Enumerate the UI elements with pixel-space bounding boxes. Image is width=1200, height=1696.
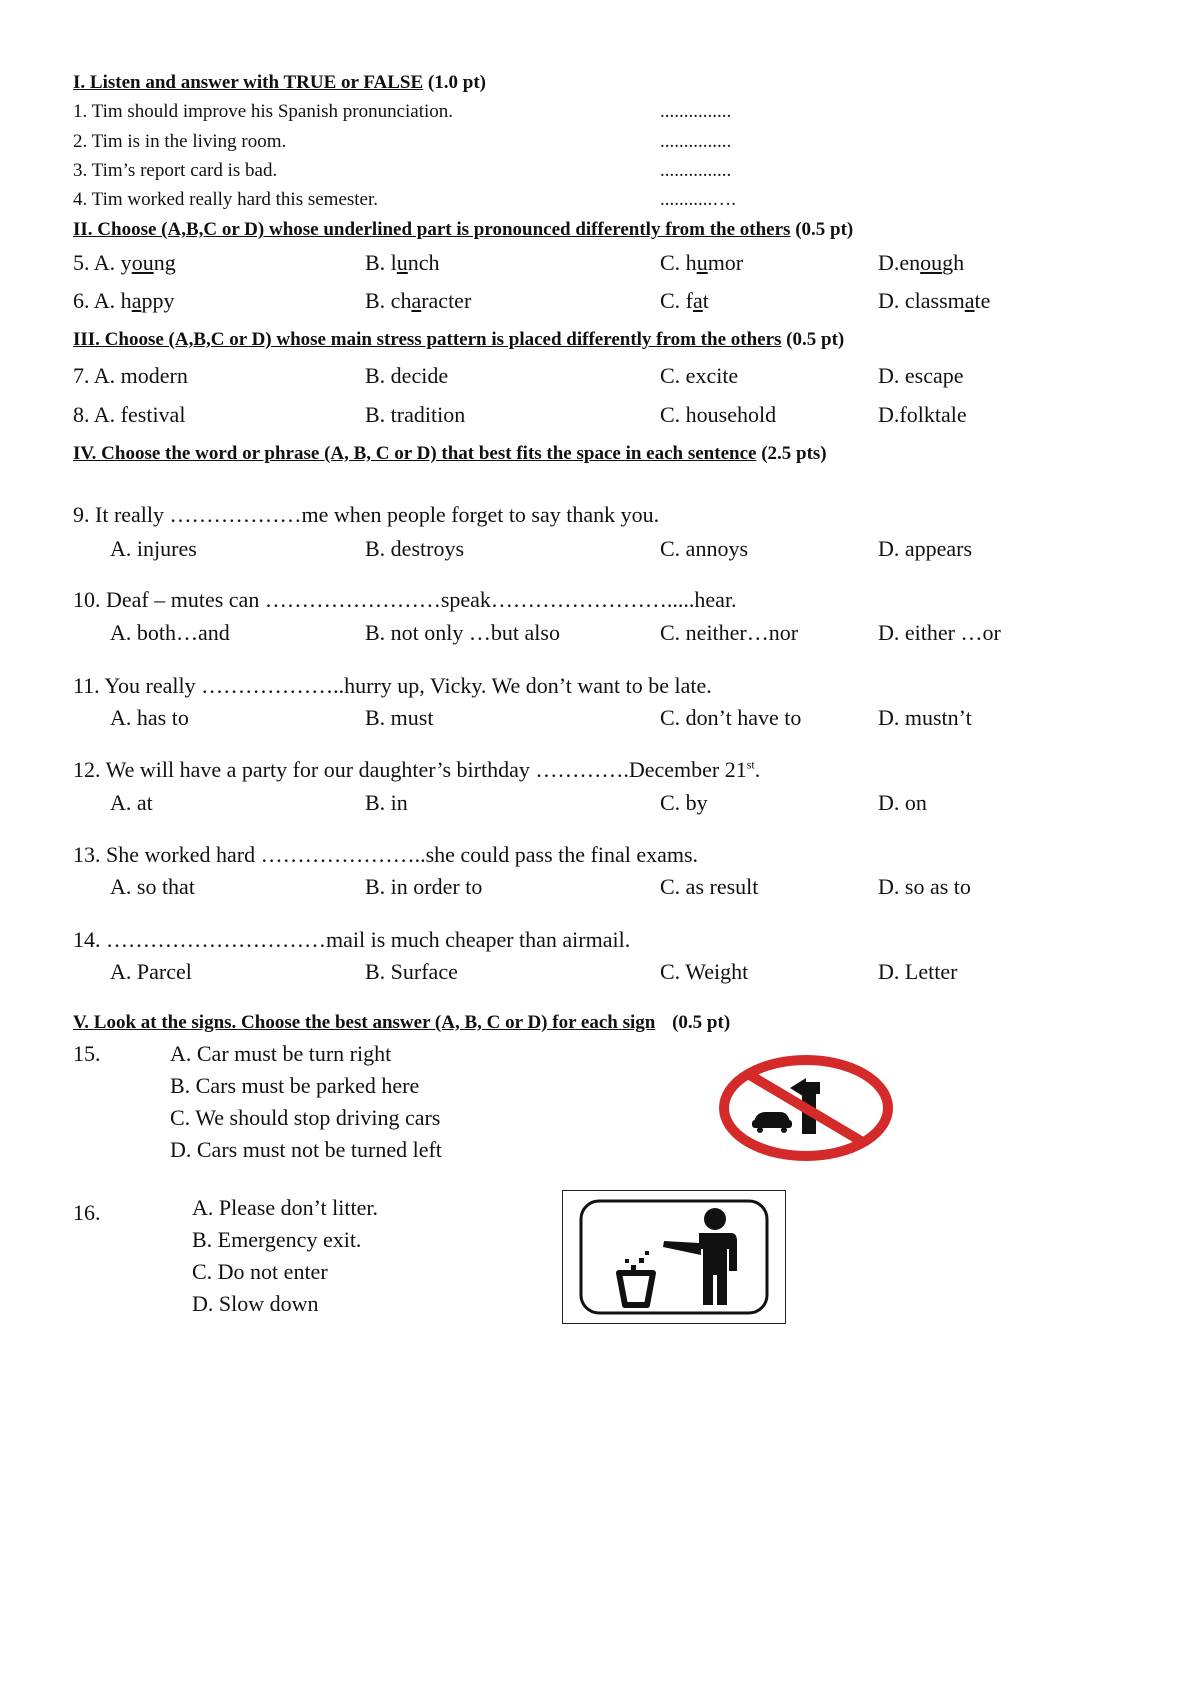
section-1-heading [73, 72, 486, 94]
q16-option-d: D. Slow down [192, 1291, 319, 1316]
tf-blank-2: ............... [660, 131, 732, 152]
q5-option-b: B. lunch [365, 250, 440, 275]
q8-option-c: C. household [660, 402, 777, 427]
q6-option-b: B. character [365, 288, 472, 313]
q10-option-c: C. neither…nor [660, 620, 799, 645]
q11-option-a: A. has to [110, 705, 189, 730]
tf-item-3: 3. Tim’s report card is bad. [73, 160, 278, 181]
section-5-points: (0.5 pt) [672, 1012, 731, 1033]
q11-option-c: C. don’t have to [660, 705, 802, 730]
section-1-points: (1.0 pt) [427, 72, 486, 93]
no-litter-sign-frame [562, 1190, 786, 1324]
section-5-heading [73, 1012, 730, 1034]
q6-option-d: D. classmate [878, 288, 991, 313]
q14-option-d: D. Letter [878, 959, 958, 984]
q11-stem: 11. You really ………………..hurry up, Vicky. We don’t want to be late. [73, 673, 712, 698]
q15-option-b: B. Cars must be parked here [170, 1073, 420, 1098]
tf-blank-1: ............... [660, 101, 732, 122]
q7-option-a: 7. A. modern [73, 363, 188, 388]
q13-option-a: A. so that [110, 874, 195, 899]
q14-option-b: B. Surface [365, 959, 458, 984]
q9-option-d: D. appears [878, 536, 973, 561]
q12-option-d: D. on [878, 790, 927, 815]
tf-item-2: 2. Tim is in the living room. [73, 131, 287, 152]
q12-stem: 12. We will have a party for our daughter’s birthday ………….December 21st. [73, 757, 761, 782]
q13-option-b: B. in order to [365, 874, 483, 899]
q11-option-b: B. must [365, 705, 434, 730]
q9-option-c: C. annoys [660, 536, 748, 561]
q10-stem: 10. Deaf – mutes can ……………………speak…………………….....hear. [73, 587, 737, 612]
sign-border [581, 1201, 767, 1313]
tf-blank-3: ............... [660, 160, 732, 181]
q8-option-b: B. tradition [365, 402, 466, 427]
q7-option-c: C. excite [660, 363, 739, 388]
section-3-title: III. Choose (A,B,C or D) whose main stress pattern is placed differently from the others [73, 329, 782, 350]
section-2-heading [73, 219, 853, 241]
tf-item-1: 1. Tim should improve his Spanish pronunciation. [73, 101, 454, 122]
section-3-heading [73, 329, 844, 351]
section-2-title: II. Choose (A,B,C or D) whose underlined part is pronounced differently from the others [73, 219, 791, 240]
q13-stem: 13. She worked hard …………………..she could pass the final exams. [73, 842, 699, 867]
q10-option-a: A. both…and [110, 620, 230, 645]
q6-option-a: 6. A. happy [73, 288, 175, 313]
section-4-heading [73, 443, 827, 465]
q14-stem: 14. …………………………mail is much cheaper than airmail. [73, 927, 631, 952]
q6-option-c: C. fat [660, 288, 709, 313]
q5-option-c: C. humor [660, 250, 744, 275]
q5-option-a: 5. A. young [73, 250, 176, 275]
section-3-points: (0.5 pt) [786, 329, 845, 350]
tf-item-4: 4. Tim worked really hard this semester. [73, 189, 379, 210]
q15-number: 15. [73, 1041, 101, 1066]
no-left-turn-sign [718, 1052, 898, 1164]
q9-option-b: B. destroys [365, 536, 464, 561]
q14-option-a: A. Parcel [110, 959, 192, 984]
q8-option-d: D.folktale [878, 402, 967, 427]
q12-option-b: B. in [365, 790, 408, 815]
q15-option-c: C. We should stop driving cars [170, 1105, 441, 1130]
person-head-icon [704, 1208, 726, 1230]
q15-option-a: A. Car must be turn right [170, 1041, 392, 1066]
q7-option-d: D. escape [878, 363, 964, 388]
q9-option-a: A. injures [110, 536, 197, 561]
q12-option-c: C. by [660, 790, 708, 815]
q13-option-c: C. as result [660, 874, 759, 899]
q10-option-b: B. not only …but also [365, 620, 560, 645]
section-1-title: I. Listen and answer with TRUE or FALSE [73, 72, 424, 93]
section-2-points: (0.5 pt) [795, 219, 854, 240]
q15-option-d: D. Cars must not be turned left [170, 1137, 442, 1162]
q11-option-d: D. mustn’t [878, 705, 972, 730]
q9-stem: 9. It really ………………me when people forget to say thank you. [73, 502, 660, 527]
q7-option-b: B. decide [365, 363, 449, 388]
q5-option-d: D.enough [878, 250, 965, 275]
section-5-title: V. Look at the signs. Choose the best answer (A, B, C or D) for each sign [73, 1012, 656, 1033]
q10-option-d: D. either …or [878, 620, 1001, 645]
tf-blank-4: ...........…. [660, 189, 736, 210]
q16-number: 16. [73, 1200, 101, 1225]
q16-option-a: A. Please don’t litter. [192, 1195, 378, 1220]
q14-option-c: C. Weight [660, 959, 749, 984]
q16-option-b: B. Emergency exit. [192, 1227, 362, 1252]
q13-option-d: D. so as to [878, 874, 971, 899]
no-litter-sign [563, 1191, 785, 1323]
section-4-points: (2.5 pts) [761, 443, 827, 464]
q12-option-a: A. at [110, 790, 153, 815]
q8-option-a: 8. A. festival [73, 402, 186, 427]
q16-option-c: C. Do not enter [192, 1259, 328, 1284]
section-4-title: IV. Choose the word or phrase (A, B, C or D) that best fits the space in each sentence [73, 443, 757, 464]
